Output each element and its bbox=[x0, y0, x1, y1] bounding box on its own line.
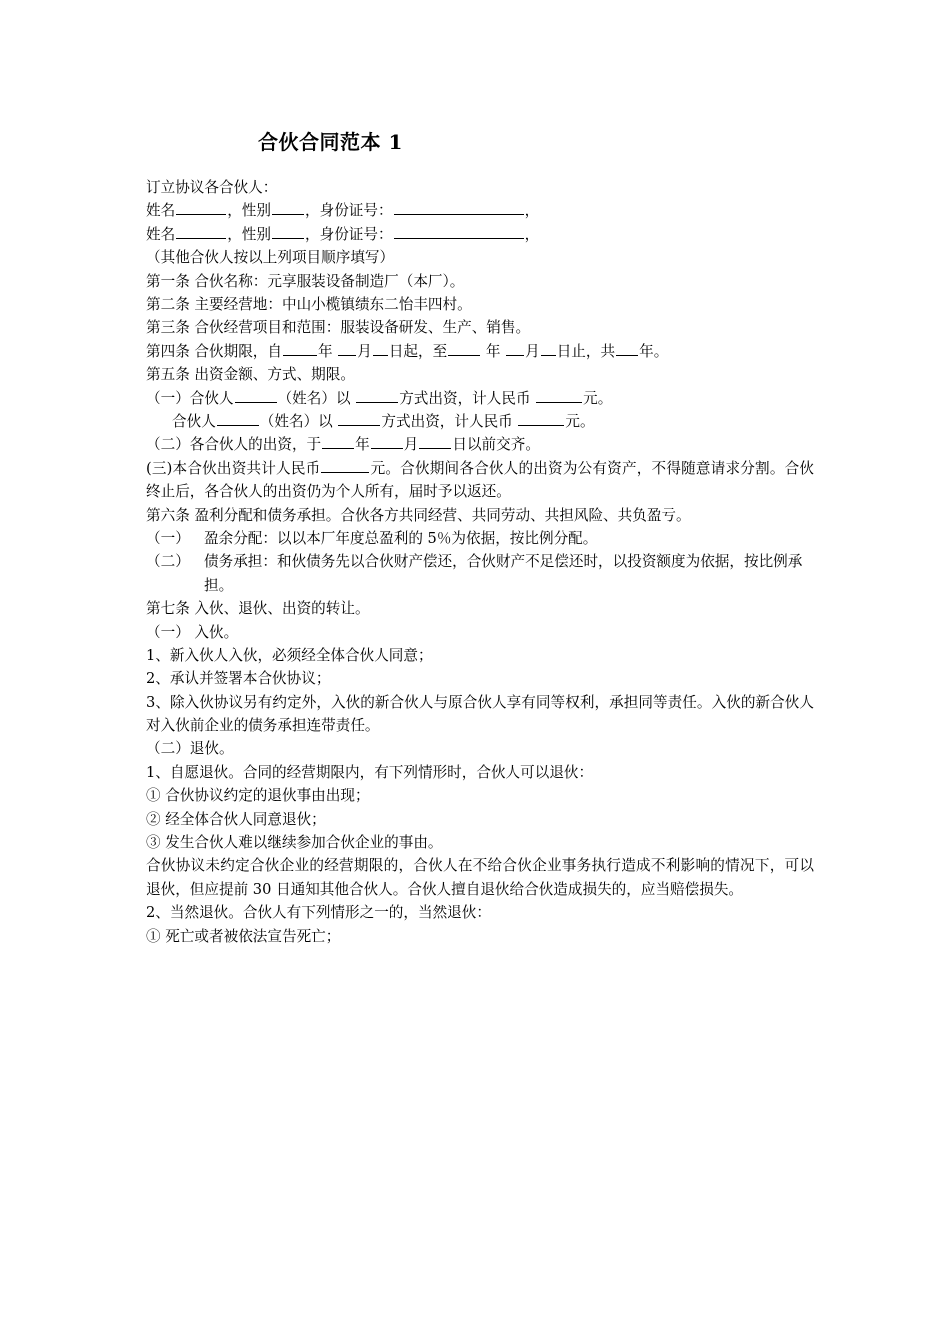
month-blank bbox=[371, 434, 403, 449]
profit-clause: （一） 盈余分配：以以本厂年度总盈利的 5％为依据，按比例分配。 bbox=[146, 529, 598, 547]
text-line: 2、当然退伙。合伙人有下列情形之一的，当然退伙： bbox=[146, 904, 491, 922]
text-line: 1、自愿退伙。合同的经营期限内，有下列情形时，合伙人可以退伙： bbox=[146, 763, 594, 781]
id-number-blank bbox=[394, 224, 524, 239]
year-blank bbox=[283, 341, 317, 356]
article-5: 第五条 出资金额、方式、期限。 bbox=[146, 366, 355, 384]
amount-blank bbox=[518, 411, 564, 426]
years-blank bbox=[616, 341, 638, 356]
method-blank bbox=[338, 411, 380, 426]
article-7: 第七条 入伙、退伙、出资的转让。 bbox=[146, 600, 370, 618]
article-2: 第二条 主要经营地：中山小榄镇绩东二怡丰四村。 bbox=[146, 295, 472, 313]
article-6: 第六条 盈利分配和债务承担。合伙各方共同经营、共同劳动、共担风险、共负盈亏。 bbox=[146, 506, 691, 524]
text-paragraph: 合伙协议未约定合伙企业的经营期限的，合伙人在不给合伙企业事务执行造成不利影响的情况下，可以退伙，但应提前 30 日通知其他合伙人。合伙人擅自退伙给合伙造成损失的，应当赔偿损失。 bbox=[146, 857, 814, 898]
document-title: 合伙合同范本 1 bbox=[258, 130, 403, 154]
list-item: ① 死亡或者被依法宣告死亡； bbox=[146, 927, 341, 945]
day-blank bbox=[419, 434, 451, 449]
debt-clause: （二） 债务承担：和伙债务先以合伙财产偿还，合伙财产不足偿还时，以投资额度为依据，按比例承担。 bbox=[146, 553, 803, 594]
list-item: ③ 发生合伙人难以继续参加合伙企业的事由。 bbox=[146, 834, 443, 852]
total-amount-blank bbox=[321, 458, 369, 473]
contribution-line: 合伙人 （姓名）以 方式出资，计人民币 元。 bbox=[172, 412, 595, 430]
contribution-line: （一）合伙人 （姓名）以 方式出资，计人民币 元。 bbox=[146, 389, 613, 407]
partner-info-line: 姓名 ，性别 ，身份证号： ， bbox=[146, 225, 540, 243]
text-line: 1、新入伙人入伙，必须经全体合伙人同意； bbox=[146, 646, 433, 664]
article-3: 第三条 合伙经营项目和范围：服装设备研发、生产、销售。 bbox=[146, 319, 531, 337]
contract-body bbox=[146, 176, 814, 948]
capital-paragraph: (三)本合伙出资共计人民币 元。合伙期间各合伙人的出资为公有资产，不得随意请求分割。合伙终止后，各合伙人的出资仍为个人所有，届时予以返还。 bbox=[146, 459, 814, 501]
partner-info-line: 姓名 ，性别 ，身份证号： ， bbox=[146, 202, 540, 220]
article-1: 第一条 合伙名称：元享服装设备制造厂（本厂）。 bbox=[146, 272, 465, 290]
month-blank bbox=[338, 341, 356, 356]
list-item: ① 合伙协议约定的退伙事由出现； bbox=[146, 787, 370, 805]
day-blank bbox=[373, 341, 388, 356]
year-blank bbox=[448, 341, 480, 356]
id-number-blank bbox=[394, 200, 524, 215]
list-item: ② 经全体合伙人同意退伙； bbox=[146, 810, 326, 828]
amount-blank bbox=[536, 388, 582, 403]
partner-name-blank bbox=[235, 388, 277, 403]
text-line: （二）退伙。 bbox=[146, 740, 234, 758]
gender-blank bbox=[272, 224, 304, 239]
month-blank bbox=[506, 341, 524, 356]
payment-deadline-line: （二）各合伙人的出资，于 年 月 日以前交齐。 bbox=[146, 436, 540, 454]
text-line: 2、承认并签署本合伙协议； bbox=[146, 670, 331, 688]
name-blank bbox=[176, 200, 226, 215]
day-blank bbox=[541, 341, 556, 356]
method-blank bbox=[356, 388, 398, 403]
name-blank bbox=[176, 224, 226, 239]
text-line: （一） 入伙。 bbox=[146, 623, 239, 641]
gender-blank bbox=[272, 200, 304, 215]
partner-name-blank bbox=[217, 411, 259, 426]
text-line: （其他合伙人按以上列项目顺序填写） bbox=[146, 249, 395, 267]
text-line: 订立协议各合伙人： bbox=[146, 179, 278, 196]
article-4: 第四条 合伙期限，自 年 月 日起，至 年 月 日止，共 年。 bbox=[146, 342, 669, 360]
year-blank bbox=[322, 434, 354, 449]
text-paragraph: 3、除入伙协议另有约定外，入伙的新合伙人与原合伙人享有同等权利，承担同等责任。入伙的新合伙人对入伙前企业的债务承担连带责任。 bbox=[146, 693, 814, 735]
